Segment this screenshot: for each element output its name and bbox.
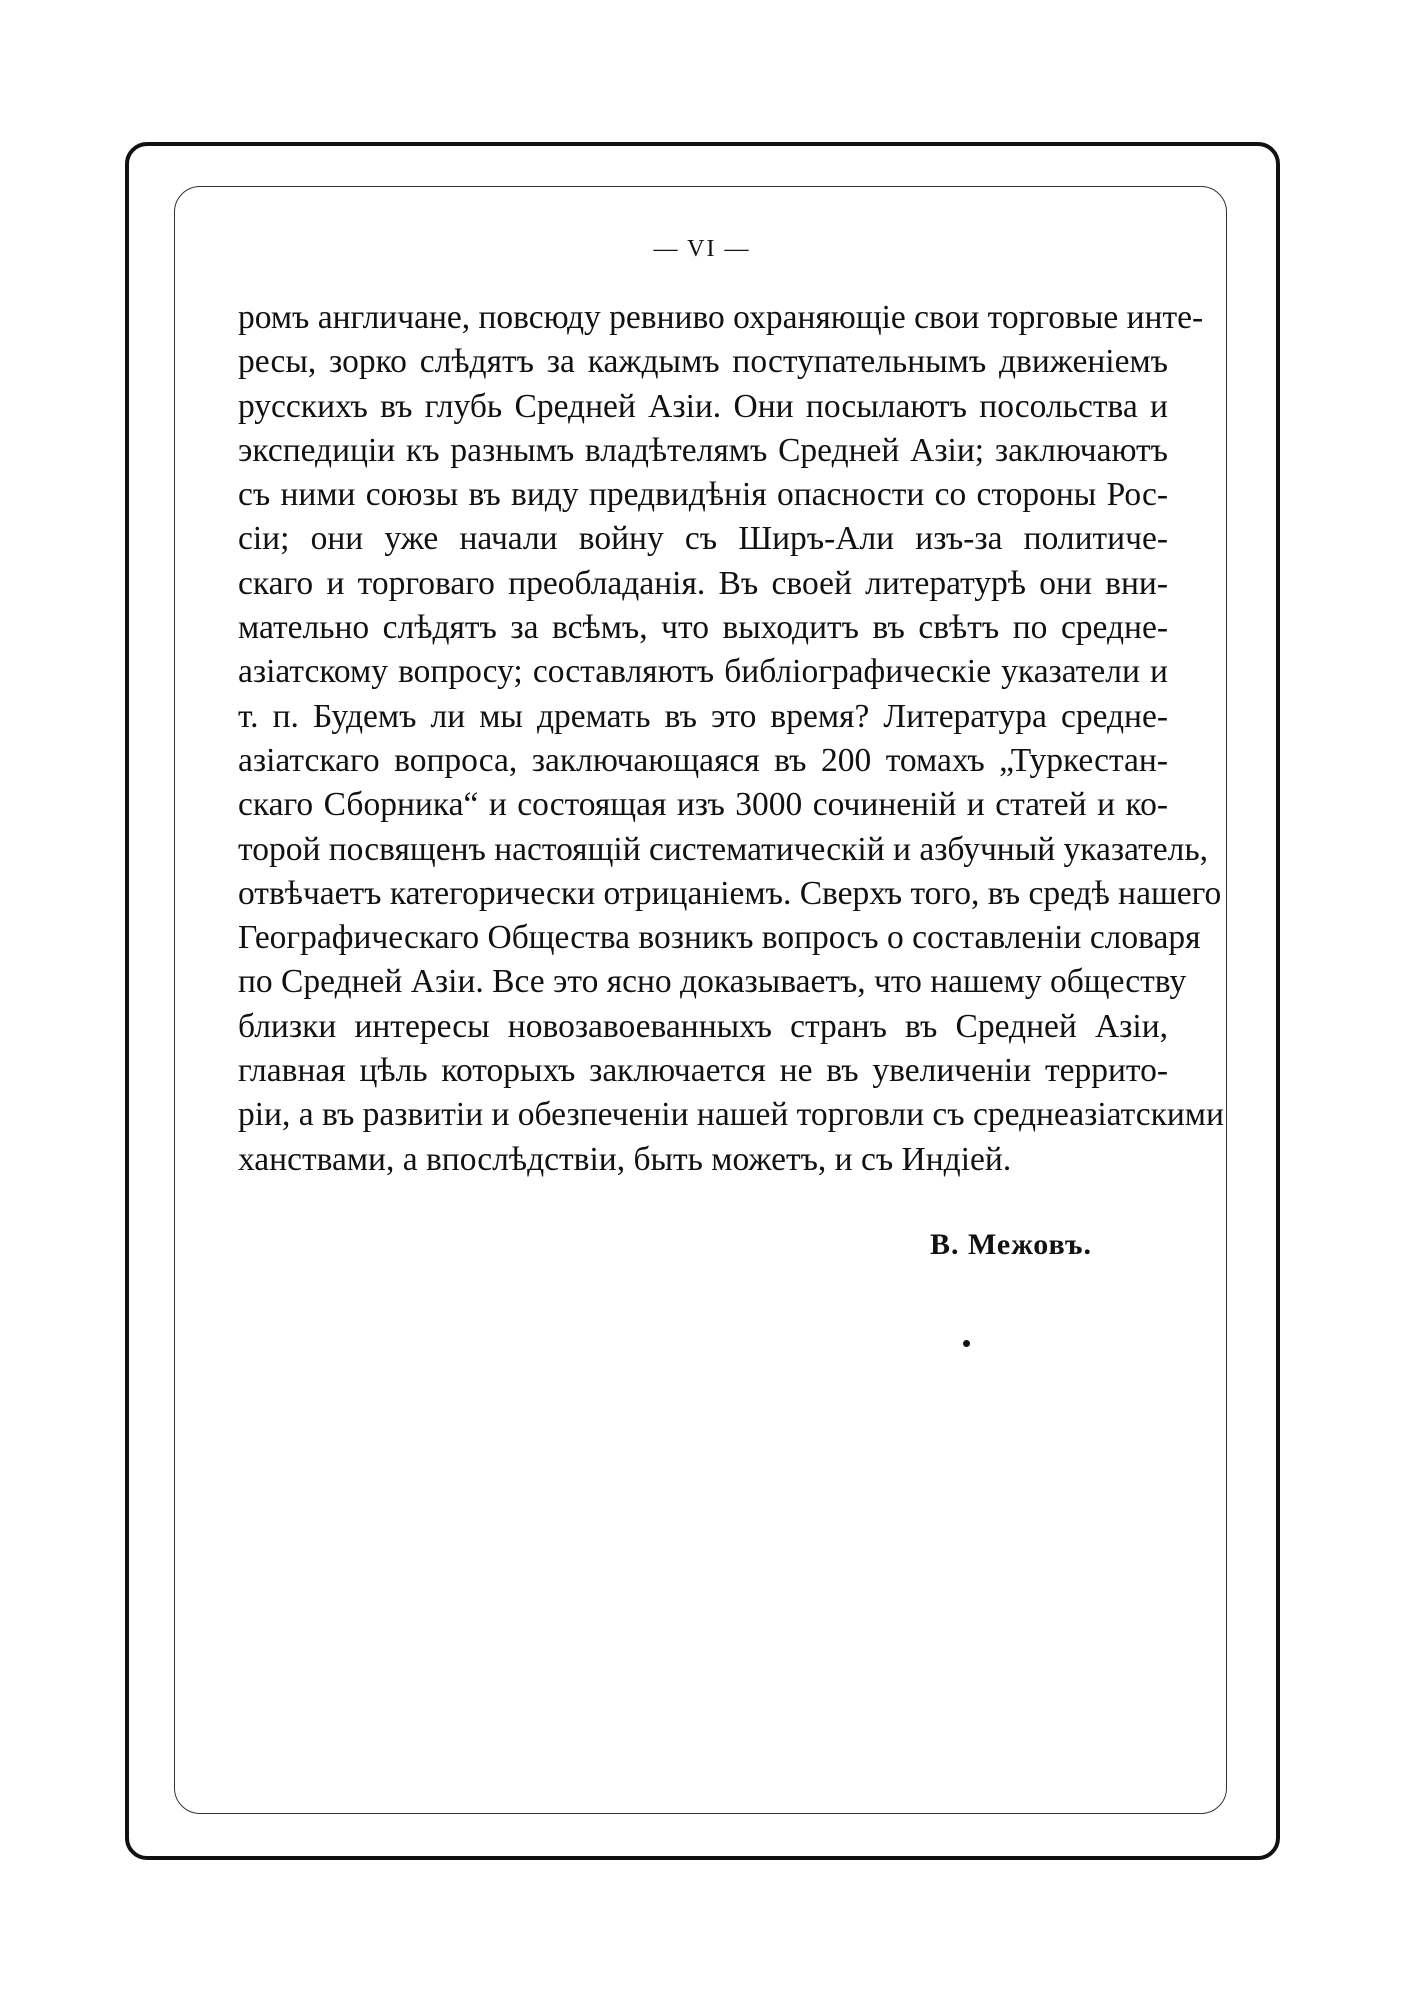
text-line: экспедиціи къ разнымъ владѣтелямъ Средней Азіи; заключаютъ <box>238 431 1168 469</box>
page-number: — VI — <box>653 236 751 262</box>
text-line: по Средней Азіи. Все это ясно доказываетъ, что нашему обществу <box>238 963 1187 1001</box>
text-line: азіатскому вопросу; составляютъ библіографическіе указатели и <box>238 653 1168 691</box>
text-line: отвѣчаетъ категорически отрицаніемъ. Сверхъ того, въ средѣ нашего <box>238 874 1222 912</box>
text-line: съ ними союзы въ виду предвидѣнія опасности со стороны Рос- <box>238 476 1168 514</box>
text-line: ханствами, а впослѣдствіи, быть можетъ, и съ Индіей. <box>238 1140 1012 1178</box>
body-paragraph <box>238 296 1224 1182</box>
text-line: ресы, зорко слѣдятъ за каждымъ поступательнымъ движеніемъ <box>238 343 1168 381</box>
text-line: мательно слѣдятъ за всѣмъ, что выходитъ въ свѣтъ по средне- <box>238 609 1168 647</box>
author-signature: В. Межовъ. <box>930 1228 1092 1261</box>
text-line: Географическаго Общества возникъ вопросъ о составленіи словаря <box>238 919 1201 957</box>
text-line: ромъ англичане, повсюду ревниво охраняющіе свои торговые инте- <box>238 299 1204 336</box>
text-line: сіи; они уже начали войну съ Ширъ-Али изъ-за политиче- <box>238 520 1168 558</box>
text-line: близки интересы новозавоеванныхъ странъ въ Средней Азіи, <box>238 1007 1168 1045</box>
text-line: русскихъ въ глубь Средней Азіи. Они посылаютъ посольства и <box>238 387 1168 425</box>
text-line: торой посвященъ настоящій систематическій и азбучный указатель, <box>238 830 1209 868</box>
text-line: скаго Сборника“ и состоящая изъ 3000 сочиненій и статей и ко- <box>238 786 1168 824</box>
text-line: скаго и торговаго преобладанія. Въ своей литературѣ они вни- <box>238 564 1168 602</box>
text-line: главная цѣль которыхъ заключается не въ увеличеніи террито- <box>238 1052 1168 1090</box>
text-line: азіатскаго вопроса, заключающаяся въ 200 томахъ „Туркестан- <box>238 741 1168 779</box>
text-line: т. п. Будемъ ли мы дремать въ это время? Литература средне- <box>238 697 1168 735</box>
ink-dot <box>963 1340 970 1347</box>
text-line: ріи, а въ развитіи и обезпеченіи нашей торговли съ среднеазіатскими <box>238 1096 1224 1134</box>
